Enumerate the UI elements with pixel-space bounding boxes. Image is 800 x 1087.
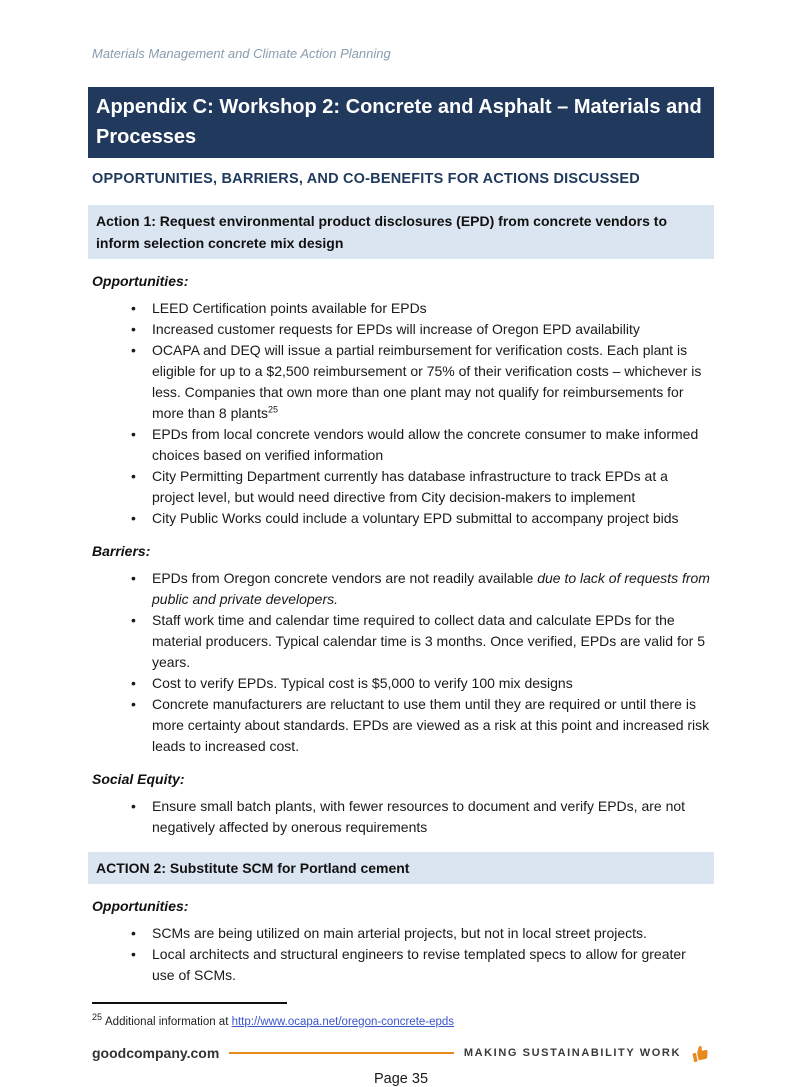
bullet-text: Concrete manufacturers are reluctant to use them until they are required or until there is more certainty about standards. EPDs are viewed as a risk at this point and increased risk leads to increased cost. xyxy=(152,696,710,754)
list-item xyxy=(152,298,710,319)
bullet-text: LEED Certification points available for EPDs xyxy=(152,300,427,316)
list-item xyxy=(152,610,710,673)
running-header: Materials Management and Climate Action Planning xyxy=(92,46,391,61)
list-item xyxy=(152,340,710,424)
footer-tagline: MAKING SUSTAINABILITY WORK xyxy=(463,1047,681,1059)
list-item xyxy=(152,508,710,529)
action1-barriers-list xyxy=(92,568,710,757)
page-number: Page 35 xyxy=(373,1070,429,1087)
footnote-divider xyxy=(92,1002,287,1004)
bullet-text: Staff work time and calendar time required to collect data and calculate EPDs for the material producers. Typical calendar time is 3 months. Once verified, EPDs are valid for 5 years. xyxy=(152,612,705,670)
action1-social-equity-list xyxy=(92,796,710,838)
footnote-reference: 25 xyxy=(267,404,278,415)
bullet-text: EPDs from local concrete vendors would allow the concrete consumer to make informed choices based on verified information xyxy=(152,426,699,463)
list-item xyxy=(152,466,710,508)
footnote-text: Additional information at xyxy=(105,1015,232,1028)
action1-opportunities-list xyxy=(92,298,710,529)
list-item xyxy=(152,694,710,757)
bullet-text: OCAPA and DEQ will issue a partial reimbursement for verification costs. Each plant is eligible for up to a $2,500 reimbursement or 75% of their verification costs – whichever is less. Companies that own more than one plant may not qualify for reimbursements for more than 8 plants xyxy=(152,342,702,421)
section-heading: OPPORTUNITIES, BARRIERS, AND CO-BENEFITS FOR ACTIONS DISCUSSED xyxy=(92,171,640,187)
action1-social-equity-label: Social Equity: xyxy=(92,771,185,787)
action2-opportunities-list xyxy=(92,923,710,986)
bullet-text: Increased customer requests for EPDs will increase of Oregon EPD availability xyxy=(152,321,640,337)
list-item xyxy=(152,673,710,694)
footnote-ref: 25 xyxy=(92,1011,103,1022)
footer-site-name: goodcompany.com xyxy=(92,1045,220,1061)
action2-heading: ACTION 2: Substitute SCM for Portland cement xyxy=(88,852,714,884)
action1-heading: Action 1: Request environmental product disclosures (EPD) from concrete vendors to inform selection concrete mix design xyxy=(88,205,714,259)
page-footer xyxy=(92,1044,710,1063)
footnote-link[interactable]: http://www.ocapa.net/oregon-concrete-epds xyxy=(231,1015,455,1028)
list-item xyxy=(152,923,710,944)
list-item xyxy=(152,944,710,986)
page-title-banner: Appendix C: Workshop 2: Concrete and Asphalt – Materials and Processes xyxy=(88,87,714,158)
list-item xyxy=(152,796,710,838)
list-item xyxy=(152,568,710,610)
footnote xyxy=(92,1011,710,1028)
bullet-text: EPDs from Oregon concrete vendors are not readily available xyxy=(152,570,538,586)
bullet-text: Ensure small batch plants, with fewer resources to document and verify EPDs, are not negatively affected by onerous requirements xyxy=(152,798,686,835)
bullet-text-italic: due to lack of requests from public and private developers. xyxy=(152,570,710,607)
bullet-text: Local architects and structural engineers to revise templated specs to allow for greater use of SCMs. xyxy=(152,946,686,983)
list-item xyxy=(152,424,710,466)
bullet-text: City Permitting Department currently has database infrastructure to track EPDs at a project level, but would need directive from City decision-makers to implement xyxy=(152,468,668,505)
bullet-text: City Public Works could include a voluntary EPD submittal to accompany project bids xyxy=(152,510,679,526)
action1-opportunities-label: Opportunities: xyxy=(92,273,189,289)
list-item xyxy=(152,319,710,340)
bullet-text: SCMs are being utilized on main arterial projects, but not in local street projects. xyxy=(152,925,647,941)
action2-opportunities-label: Opportunities: xyxy=(92,898,189,914)
action1-barriers-label: Barriers: xyxy=(92,543,151,559)
thumbs-up-icon xyxy=(691,1044,710,1063)
bullet-text: Cost to verify EPDs. Typical cost is $5,000 to verify 100 mix designs xyxy=(152,675,573,691)
footer-divider-line xyxy=(229,1052,454,1054)
